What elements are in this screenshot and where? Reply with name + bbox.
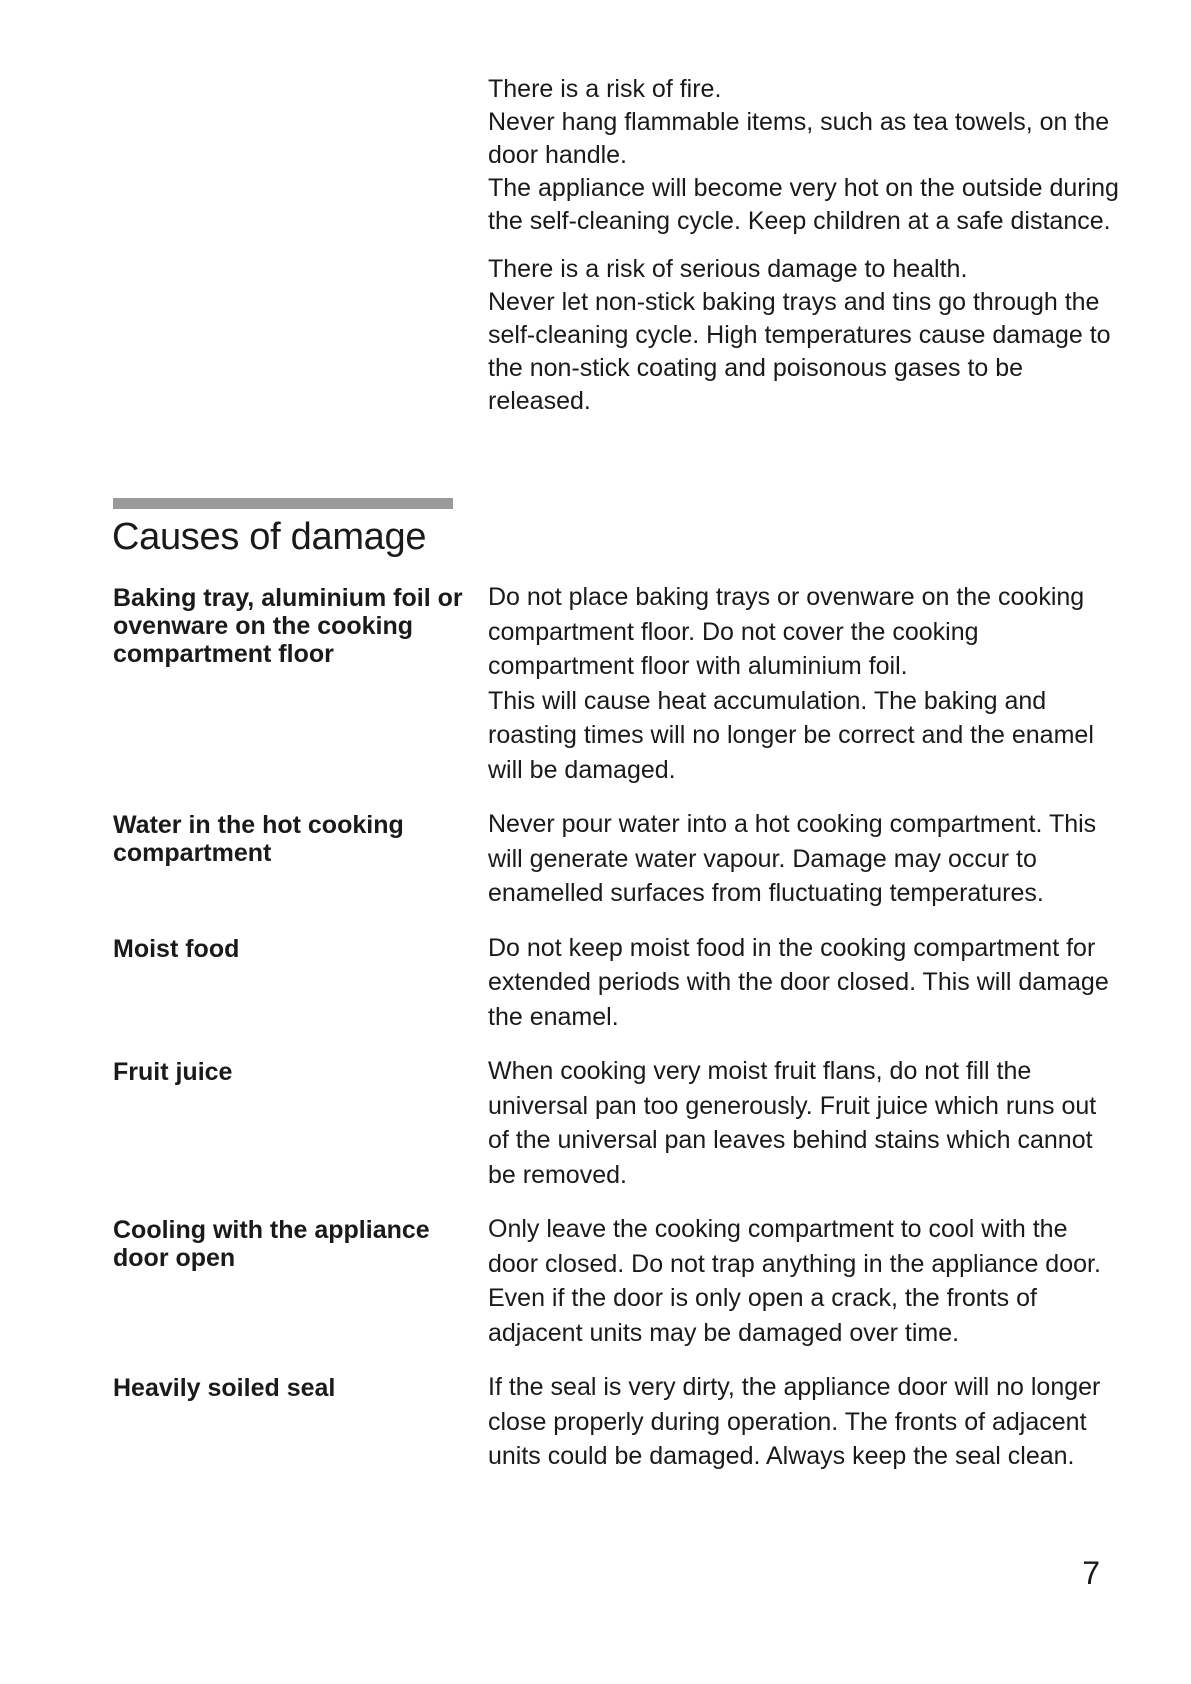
cause-row — [113, 931, 1123, 1035]
cause-description: Do not place baking trays or ovenware on the cooking compartment floor. Do not cover the cooking compartment floor with aluminium foil. This will cause heat accumulation. The baking and roasting times will no longer be correct and the enamel will be damaged. — [488, 583, 1094, 784]
causes-list — [113, 580, 1123, 1494]
cause-label: Baking tray, aluminium foil or ovenware on the cooking compartment floor — [113, 584, 463, 668]
cause-row — [113, 807, 1123, 911]
cause-label: Cooling with the appliance door open — [113, 1216, 430, 1272]
cause-description: Do not keep moist food in the cooking compartment for extended periods with the door closed. This will damage the enamel. — [488, 933, 1109, 1031]
cause-row — [113, 1054, 1123, 1192]
cause-label: Moist food — [113, 934, 240, 963]
cause-label: Fruit juice — [113, 1058, 233, 1086]
cause-description: If the seal is very dirty, the appliance door will no longer close properly during operation. The fronts of adjacent units could be damaged. Always keep the seal clean. — [488, 1373, 1101, 1470]
cause-row — [113, 1370, 1123, 1474]
section-title: Causes of damage — [112, 516, 427, 558]
cause-row — [113, 1212, 1123, 1350]
page-number: 7 — [1082, 1555, 1100, 1591]
cause-description: Only leave the cooking compartment to cool with the door closed. Do not trap anything in the appliance door. Even if the door is only open a crack, the fronts of adjacent units may be damaged over time. — [488, 1215, 1101, 1347]
section-divider-bar — [113, 498, 453, 509]
health-risk-warning: There is a risk of serious damage to health. Never let non-stick baking trays and tins go through the self-cleaning cycle. High temperatures cause damage to the non-stick coating and poisonous gases to be released. — [488, 255, 1111, 415]
fire-risk-warning: There is a risk of fire. Never hang flammable items, such as tea towels, on the door handle. The appliance will become very hot on the outside during the self-cleaning cycle. Keep children at a safe distance. — [488, 75, 1119, 235]
cause-description: When cooking very moist fruit flans, do not fill the universal pan too generously. Fruit juice which runs out of the universal pan leaves behind stains which cannot be removed. — [488, 1057, 1097, 1189]
cause-label: Water in the hot cooking compartment — [113, 811, 404, 867]
cause-row — [113, 580, 1123, 787]
safety-warnings — [488, 73, 1128, 433]
cause-label: Heavily soiled seal — [113, 1374, 336, 1402]
cause-description: Never pour water into a hot cooking compartment. This will generate water vapour. Damage may occur to enamelled surfaces from fluctuating temperatures. — [488, 810, 1097, 907]
